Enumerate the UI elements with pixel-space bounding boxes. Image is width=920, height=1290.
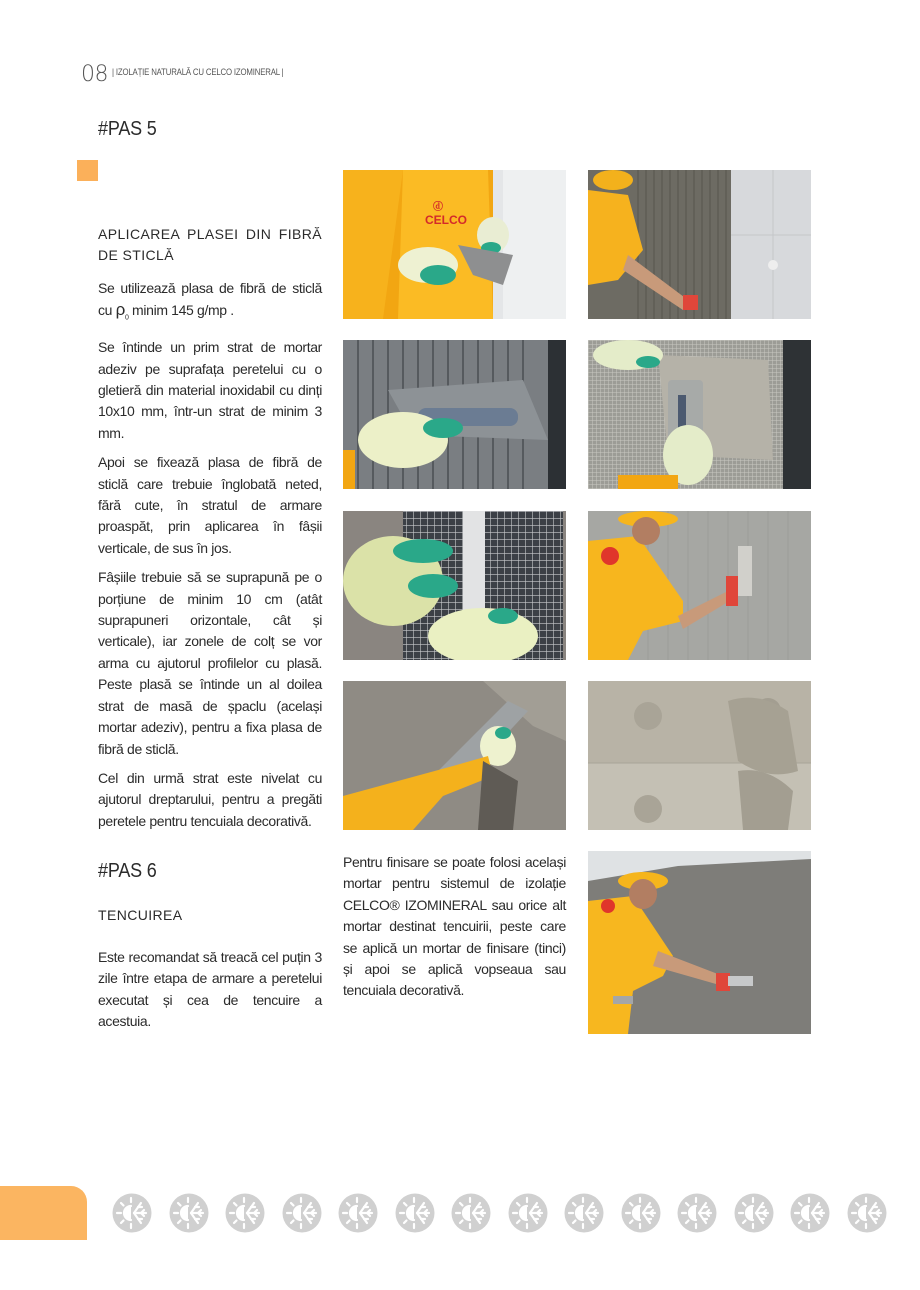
photo-applying-adhesive-on-wall: [588, 170, 811, 319]
photo-notched-trowel-closeup: [343, 340, 566, 489]
density-value: minim 145 g/mp .: [128, 302, 234, 319]
sun-snowflake-icon: [621, 1193, 661, 1233]
density-paragraph: [98, 278, 322, 329]
photo-mesh-embedding: [588, 340, 811, 489]
sun-snowflake-icon: [395, 1193, 435, 1233]
sun-snowflake-icon: [338, 1193, 378, 1233]
paragraph-mesh-fixing: Apoi se fixează plasa de fibră de sticlă care trebuie înglobată neted, fără cute, în stratul de armare proaspăt, prin aplicarea în fâșii verticale, de sus în jos.: [98, 454, 322, 556]
footer-icon-row: [112, 1193, 887, 1233]
step6-title: #PAS 6: [98, 860, 157, 882]
photo-worker-smoothing-mesh: [588, 511, 811, 660]
photo-corner-profile-mesh: [343, 511, 566, 660]
svg-text:ⓓ: ⓓ: [433, 202, 443, 213]
step6-subheading: TENCUIREA: [98, 907, 183, 923]
svg-text:CELCO: CELCO: [425, 213, 467, 227]
paragraph-waiting-time: Este recomandat să treacă cel puțin 3 zile între etapa de armare a peretelui executat și cea de tencuire a acestuia.: [98, 949, 322, 1030]
sun-snowflake-icon: [451, 1193, 491, 1233]
accent-square: [77, 160, 98, 181]
sun-snowflake-icon: [564, 1193, 604, 1233]
photo-second-layer-trowel: [343, 681, 566, 830]
paragraph-leveling: Cel din urmă strat este nivelat cu ajutorul dreptarului, pentru a pregăti peretele pentru tencuiala decorativă.: [98, 769, 322, 829]
page-number: 08: [81, 62, 108, 87]
page-header: [81, 62, 314, 88]
sun-snowflake-icon: [169, 1193, 209, 1233]
photo-worker-holding-trowel: [343, 170, 566, 319]
paragraph-finishing: Pentru finisare se poate folosi același mortar pentru sistemul de izolație CELCO® IZOMINERAL sau orice alt mortar destinat tencuirii, peste care se aplică un mortar de finisare (tinci) și apoi se aplică vopseaua sau tencuiala decorativă.: [343, 854, 566, 999]
photo-finished-reinforced-surface: [588, 681, 811, 830]
step5-body: [98, 278, 322, 840]
sun-snowflake-icon: [790, 1193, 830, 1233]
sun-snowflake-icon: [112, 1193, 152, 1233]
step5-title: #PAS 5: [98, 118, 157, 140]
step6-body: [98, 947, 322, 1041]
sun-snowflake-icon: [734, 1193, 774, 1233]
sun-snowflake-icon: [282, 1193, 322, 1233]
running-title: | IZOLAȚIE NATURALĂ CU CELCO IZOMINERAL |: [112, 67, 284, 77]
paragraph-overlap: Fâșiile trebuie să se suprapună pe o porțiune de minim 10 cm (atât suprapuneri orizontale, cât și verticale), iar zonele de colț se vor arma cu ajutorul profilelor cu plasă. Peste plasă se întinde un al doilea strat de masă de șpaclu (același mortar adeziv), pentru a fixa plasa de fibră de sticlă.: [98, 569, 322, 757]
photo-worker-plastering: [588, 851, 811, 1034]
finishing-text: [343, 852, 566, 1002]
density-intro: Se utilizează plasa de fibră de sticlă cu: [98, 280, 322, 319]
density-symbol: $\rho_0$: [115, 300, 129, 322]
page-tab: [0, 1186, 87, 1240]
sun-snowflake-icon: [225, 1193, 265, 1233]
step5-subheading: APLICAREA PLASEI DIN FIBRĂ DE STICLĂ: [98, 226, 322, 263]
sun-snowflake-icon: [508, 1193, 548, 1233]
sun-snowflake-icon: [847, 1193, 887, 1233]
sun-snowflake-icon: [677, 1193, 717, 1233]
paragraph-adhesive: Se întinde un prim strat de mortar adeziv pe suprafața peretelui cu o gletieră din material inoxidabil cu dinți 10x10 mm, într-un strat de minim 3 mm.: [98, 339, 322, 441]
